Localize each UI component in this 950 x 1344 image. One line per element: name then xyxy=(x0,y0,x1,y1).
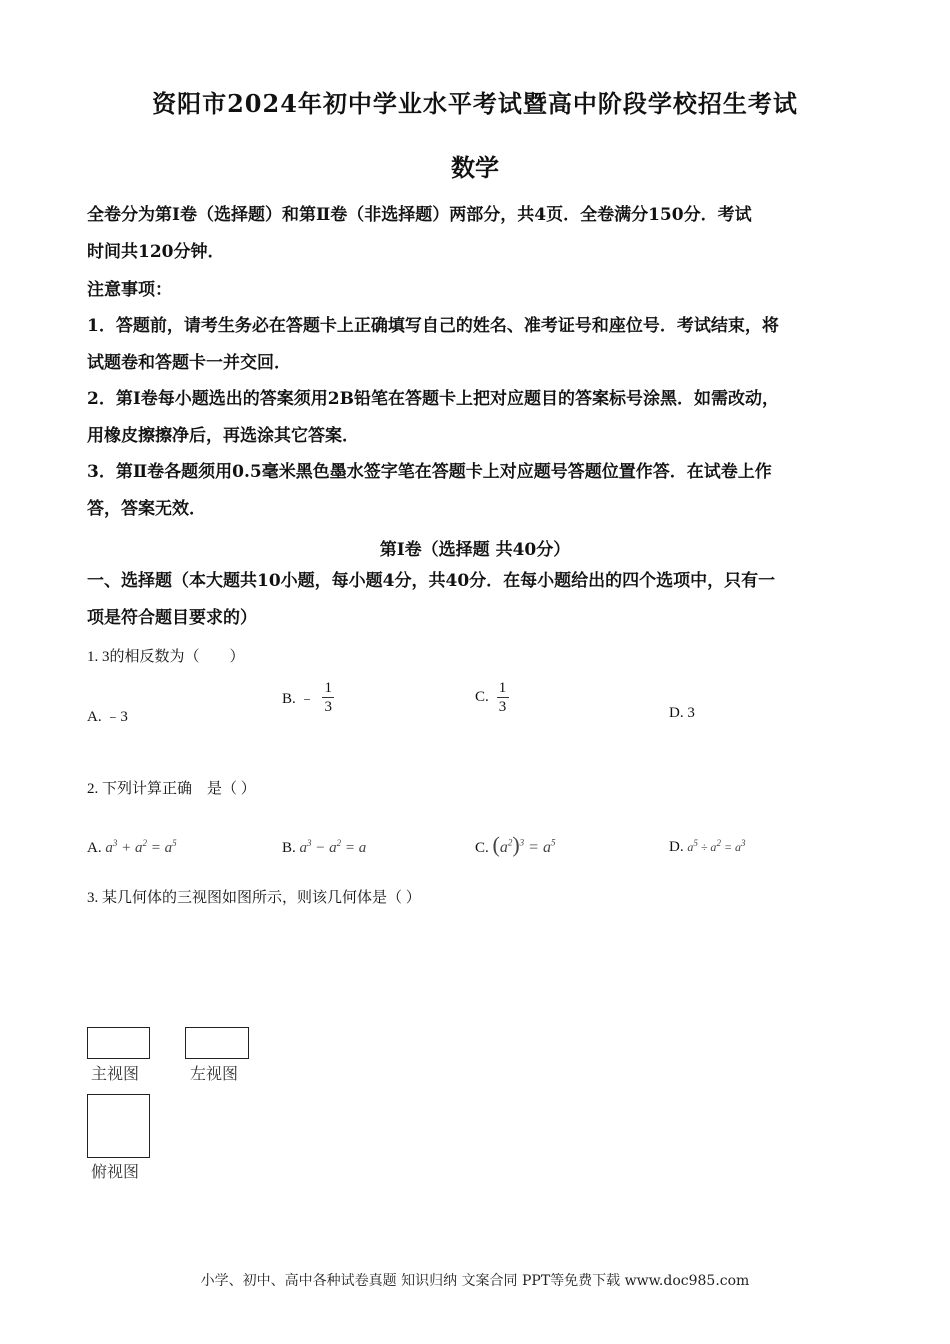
left-view-rectangle xyxy=(185,1027,249,1059)
top-view-square xyxy=(87,1094,150,1158)
front-view-rectangle xyxy=(87,1027,150,1059)
fraction-denominator: 3 xyxy=(324,699,333,715)
q2-option-d-formula: $a^5 \div a^2 = a^3$ xyxy=(687,838,746,854)
q2-option-a xyxy=(87,838,177,857)
q1-option-d: D. 3 xyxy=(669,705,695,721)
note-1-line-2: 试题卷和答题卡一并交回． xyxy=(87,353,291,373)
fraction-denominator: 3 xyxy=(498,699,507,715)
note-2-line-2: 用橡皮擦擦净后，再选涂其它答案． xyxy=(87,426,359,446)
page-footer: 小学、初中、高中各种试卷真题 知识归纳 文案合同 PPT等免费下载 www.doc985.com xyxy=(200,1273,750,1289)
question-3-stem: 3. 某几何体的三视图如图所示，则该几何体是（ ） xyxy=(87,890,421,906)
note-2-line-1: 2．第Ⅰ卷每小题选出的答案须用2B铅笔在答题卡上把对应题目的答案标号涂黑．如需改动， xyxy=(87,389,779,409)
q1-option-a: A. ﹣3 xyxy=(87,709,128,725)
part-instructions-line-1: 一、选择题（本大题共10小题，每小题4分，共40分．在每小题给出的四个选项中，只有一 xyxy=(87,571,776,591)
exam-title: 资阳市2024年初中学业水平考试暨高中阶段学校招生考试 xyxy=(152,89,798,118)
q2-option-b-label: B. xyxy=(282,840,296,856)
q2-option-d xyxy=(669,838,746,856)
subject-title: 数学 xyxy=(451,153,499,182)
fraction-numerator: 1 xyxy=(498,680,507,696)
q2-option-c-label: C. xyxy=(475,840,489,856)
note-3-line-1: 3．第Ⅱ卷各题须用0.5毫米黑色墨水签字笔在答题卡上对应题号答题位置作答．在试卷上作 xyxy=(87,462,772,482)
question-1-stem: 1. 3的相反数为（ ） xyxy=(87,649,245,665)
top-view-label: 俯视图 xyxy=(91,1162,140,1181)
notes-title: 注意事项： xyxy=(87,280,172,300)
q1-option-c-prefix: C. xyxy=(475,689,489,705)
note-3-line-2: 答，答案无效． xyxy=(87,499,206,519)
note-1-line-1: 1．答题前，请考生务必在答题卡上正确填写自己的姓名、准考证号和座位号．考试结束，将 xyxy=(87,316,779,336)
q2-option-a-formula: $a^3 + a^2 = a^5$ xyxy=(105,838,177,856)
intro-line-1: 全卷分为第Ⅰ卷（选择题）和第Ⅱ卷（非选择题）两部分，共4页．全卷满分150分．考试 xyxy=(87,205,752,225)
q1-option-b-prefix: B. ﹣ xyxy=(282,691,315,707)
q1-option-b-fraction xyxy=(322,680,334,715)
fraction-numerator: 1 xyxy=(324,680,333,696)
question-2-stem: 2. 下列计算正确 是（ ） xyxy=(87,781,256,797)
part-instructions-line-2: 项是符合题目要求的） xyxy=(87,608,257,628)
q1-option-b xyxy=(282,680,334,715)
q2-option-d-label: D. xyxy=(669,839,684,855)
q2-option-c-formula: $(a^2)^3 = a^5$ xyxy=(492,832,556,857)
q2-option-a-label: A. xyxy=(87,840,102,856)
q2-option-c xyxy=(475,832,555,858)
q1-option-c xyxy=(475,680,509,715)
intro-line-2: 时间共120分钟． xyxy=(87,242,225,262)
left-view-label: 左视图 xyxy=(190,1064,239,1083)
section-heading: 第Ⅰ卷（选择题 共40分） xyxy=(379,540,571,560)
front-view-label: 主视图 xyxy=(91,1064,140,1083)
q1-option-c-fraction xyxy=(497,680,509,715)
q2-option-b xyxy=(282,838,366,857)
q2-option-b-formula: $a^3 - a^2 = a$ xyxy=(299,838,367,856)
